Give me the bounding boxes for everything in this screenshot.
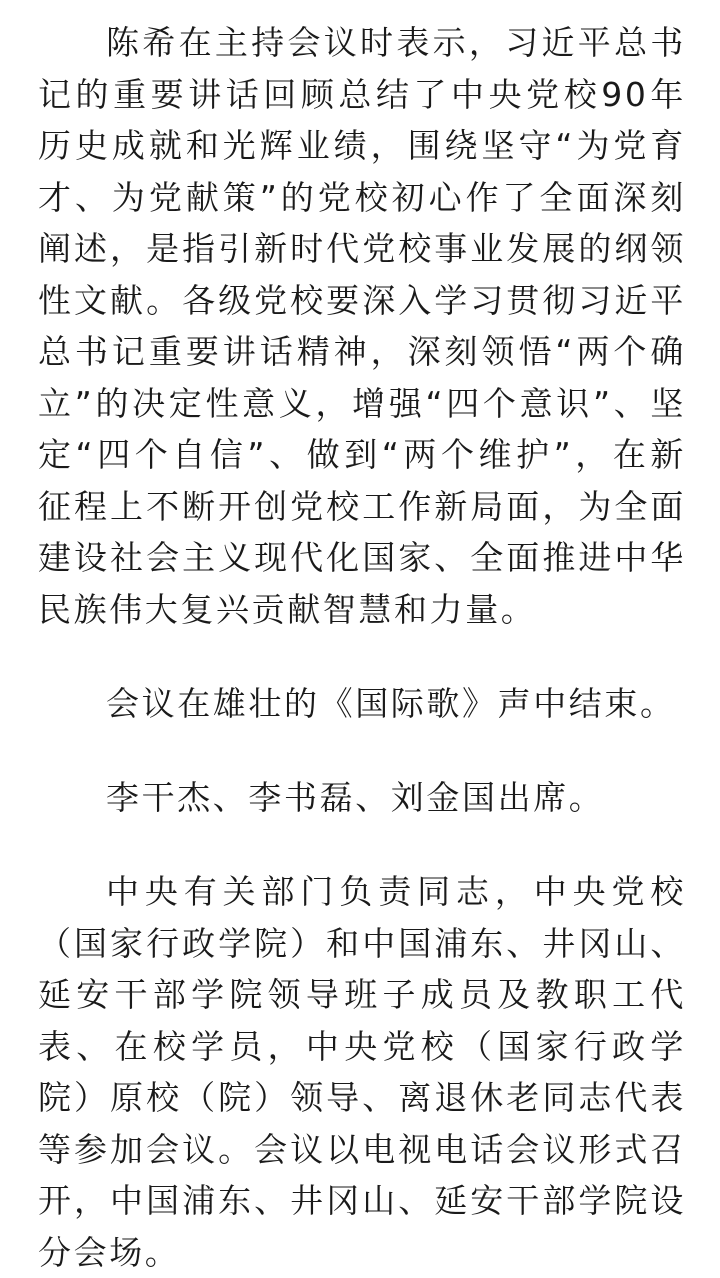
paragraph-attendees: 李干杰、李书磊、刘金国出席。 [106, 778, 605, 817]
paragraph-meeting-end: 会议在雄壮的《国际歌》声中结束。 [106, 684, 676, 723]
paragraph-participants: 中央有关部门负责同志，中央党校（国家行政学院）和中国浦东、井冈山、延安干部学院领导班子成员及教职工代表、在校学员，中央党校（国家行政学院）原校（院）领导、离退休老同志代表等参加会议。会议以电视电话会议形式召开，中国浦东、井冈山、延安干部学院设分会场。 [38, 872, 686, 1272]
paragraph-meeting-remarks: 陈希在主持会议时表示，习近平总书记的重要讲话回顾总结了中央党校90年历史成就和光辉业绩，围绕坚守“为党育才、为党献策”的党校初心作了全面深刻阐述，是指引新时代党校事业发展的纲领性文献。各级党校要深入学习贯彻习近平总书记重要讲话精神，深刻领悟“两个确立”的决定性意义，增强“四个意识”、坚定“四个自信”、做到“两个维护”，在新征程上不断开创党校工作新局面，为全面建设社会主义现代化国家、全面推进中华民族伟大复兴贡献智慧和力量。 [38, 23, 686, 629]
